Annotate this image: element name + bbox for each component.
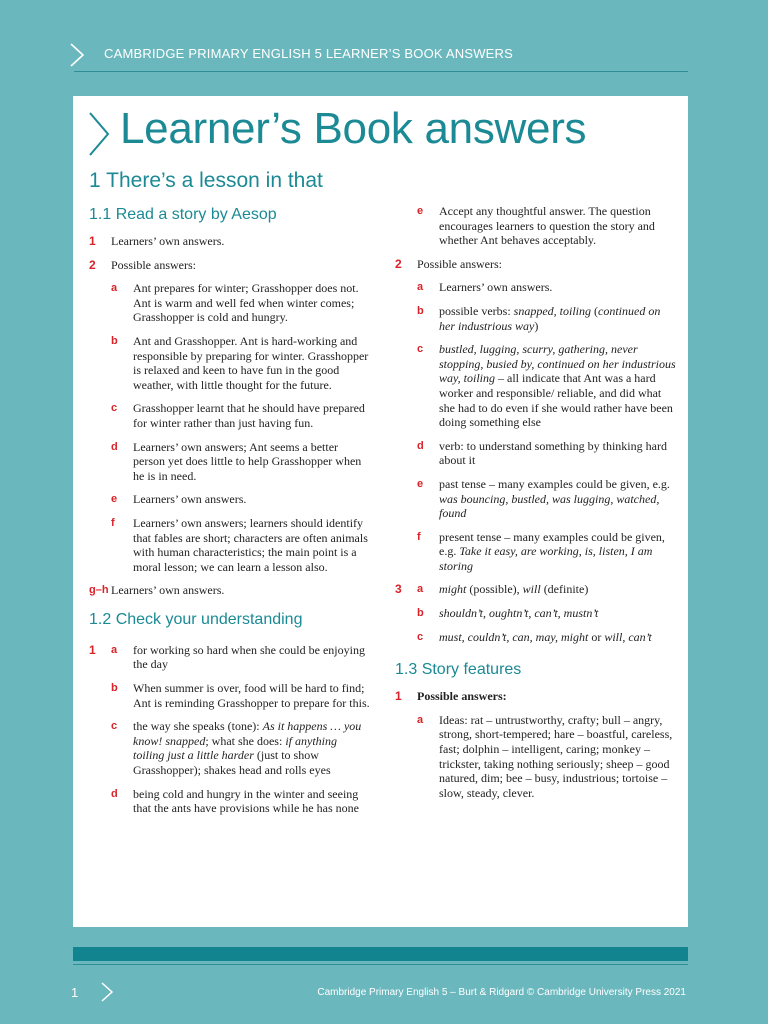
answer-text: Accept any thoughtful answer. The question encourages learners to question the story and whether Ant behaves acceptably.: [439, 204, 655, 248]
answer-letter: b: [417, 607, 424, 620]
answer-text: shouldn’t, oughtn’t, can’t, mustn’t: [439, 606, 599, 621]
text-run: – all indicate that Ant was a hard worker and responsible/ reliable, and did what she had to do even if she would rather have been doing something else: [439, 371, 673, 430]
answer-text: Learners’ own answers.: [133, 492, 247, 507]
quoted-text: if anything toiling just a little harder: [133, 733, 337, 763]
answer-letter: c: [111, 720, 118, 733]
text-run: ): [534, 318, 539, 333]
text-run: ; what she does:: [205, 733, 286, 748]
answer-text: [439, 342, 677, 430]
section-spacer: [395, 653, 677, 689]
right-column: [395, 204, 677, 809]
answer-text: Possible answers:: [417, 256, 502, 271]
question-row: [395, 689, 677, 704]
answer-item: [111, 681, 371, 710]
header-title: CAMBRIDGE PRIMARY ENGLISH 5 LEARNER’S BOOK ANSWERS: [104, 46, 514, 61]
answer-item: [111, 516, 371, 574]
quoted-text: snapped, toiling: [513, 303, 592, 318]
answer-letter: c: [111, 402, 118, 415]
question-row: [395, 582, 677, 597]
quoted-text: was bouncing, bustled, was lugging, watched, found: [439, 491, 660, 521]
quoted-text: bustled, lugging, scurry, gathering, never stopping, busied by, continued on her industrious way, toiling: [439, 342, 676, 386]
answer-item: [417, 606, 677, 621]
answer-letter: a: [111, 643, 118, 656]
answer-letter: d: [417, 439, 424, 452]
text-run: (definite): [540, 582, 589, 597]
answer-letter: e: [417, 477, 424, 490]
answer-letter: a: [111, 282, 118, 295]
answer-item: [417, 342, 677, 430]
answer-item: [111, 719, 371, 777]
answer-item: [111, 401, 371, 430]
answer-letter: b: [111, 682, 118, 695]
answer-text: Learners’ own answers.: [439, 280, 553, 295]
answer-item: [417, 280, 677, 295]
footer-bar: [73, 947, 688, 961]
question-row: [89, 258, 371, 273]
question-number: 2: [89, 257, 96, 272]
answer-letter: b: [417, 304, 424, 317]
answer-item: [417, 477, 677, 521]
footer-credit: Cambridge Primary English 5 – Burt & Ridgard © Cambridge University Press 2021: [317, 987, 686, 998]
question-row: [395, 257, 677, 272]
answer-text: Possible answers:: [417, 689, 507, 704]
chevron-right-icon: [100, 981, 114, 1003]
answer-letter: g–h: [89, 584, 109, 597]
text-run: (: [591, 303, 599, 318]
answer-letter: d: [111, 787, 118, 800]
answer-text: Ant prepares for winter; Grasshopper does not. Ant is warm and well fed when winter comes; Grasshopper is cold and hungry.: [133, 281, 359, 325]
answer-letter: d: [111, 440, 118, 453]
answer-letter: a: [417, 713, 424, 726]
answer-text: Learners’ own answers.: [111, 583, 225, 598]
answer-text: Ant and Grasshopper. Ant is hard-working and responsible by preparing for winter. Grasshopper is relaxed and keen to have fun in the good weather, with little thought for the future.: [133, 333, 369, 392]
question-row: [89, 643, 371, 672]
answer-text: for working so hard when she could be enjoying the day: [133, 642, 365, 672]
answer-letter: c: [417, 343, 424, 356]
answer-text: When summer is over, food will be hard to find; Ant is reminding Grasshopper to prepare for this.: [133, 681, 370, 710]
answer-text: [439, 477, 677, 521]
footer-divider: [73, 964, 688, 965]
content-card: [73, 96, 688, 927]
answer-item: [111, 492, 371, 507]
answer-item: [417, 204, 677, 248]
answer-text: Learners’ own answers; Ant seems a better person yet does little to help Grasshopper when he is in need.: [133, 439, 362, 483]
text-run: or: [588, 629, 605, 644]
answer-letter: b: [111, 334, 118, 347]
text-run: possible verbs:: [439, 303, 514, 318]
quoted-text: must, couldn’t, can, may, might: [439, 629, 589, 644]
answer-item: [417, 530, 677, 574]
answer-text: [439, 530, 677, 574]
answer-text: Possible answers:: [111, 257, 196, 272]
quoted-text: will, can’t: [604, 629, 652, 644]
chevron-right-icon: [86, 110, 112, 158]
answer-item: [111, 334, 371, 392]
answer-item: [417, 713, 677, 801]
quoted-text: continued on her industrious way: [439, 303, 661, 333]
text-run: (just to show Grasshopper); shakes head and rolls eyes: [133, 748, 331, 778]
section-title: 1.1 Read a story by Aesop: [89, 206, 277, 223]
answer-text: Grasshopper learnt that he should have prepared for winter rather than just having fun.: [133, 401, 365, 430]
answer-text: [439, 630, 677, 645]
answer-letter: f: [417, 530, 421, 543]
question-row: [89, 234, 371, 249]
answer-text: Ideas: rat – untrustworthy, crafty; bull – angry, strong, short-tempered; hare – boastful, careless, fast; dolphin – intelligent, caring; monkey – trickster, taking nothing seriously; sheep – good natured, dim; bee – busy, industrious; tortoise – slow, steady, clever.: [439, 712, 673, 800]
unit-title: 1 There’s a lesson in that: [89, 169, 323, 192]
section-title: 1.3 Story features: [395, 661, 522, 679]
answer-letter: e: [111, 493, 118, 506]
answer-item: [417, 630, 677, 645]
section-title: 1.2 Check your understanding: [89, 610, 303, 628]
page-title: Learner’s Book answers: [120, 104, 587, 153]
answer-letter: f: [111, 516, 115, 529]
answer-text: being cold and hungry in the winter and seeing that the ants have provisions while he has none: [133, 786, 359, 816]
text-run: the way she speaks (tone):: [133, 719, 263, 734]
quoted-text: might: [439, 582, 467, 597]
header-divider: [74, 71, 688, 72]
answer-item: [89, 583, 371, 598]
answer-text: Learners’ own answers; learners should identify that fables are short; characters are often animals with human characteristics; the main point is a moral lesson; we can learn a lesson also.: [133, 515, 368, 574]
answer-item: [111, 281, 371, 325]
answer-item: [417, 439, 677, 468]
answer-letter: e: [417, 205, 424, 217]
section-spacer: [89, 607, 371, 643]
answer-letter: a: [417, 583, 424, 596]
answer-item: [111, 787, 371, 816]
answer-item: [417, 304, 677, 333]
answer-letter: a: [417, 281, 424, 294]
answer-text: [133, 719, 371, 777]
chevron-right-icon: [68, 42, 86, 68]
answer-text: [439, 304, 677, 333]
left-column: [89, 234, 371, 825]
text-run: present tense – many examples could be given, e.g.: [439, 529, 665, 559]
question-number: 3: [395, 582, 402, 597]
quoted-text: Take it easy, are working, is, listen, I am storing: [439, 544, 653, 573]
text-run: past tense – many examples could be given, e.g.: [439, 476, 670, 491]
quoted-text: As it happens … you know! snapped: [133, 719, 362, 748]
question-number: 1: [395, 689, 402, 704]
page-number: 1: [71, 985, 79, 1000]
answer-text: [439, 582, 677, 597]
question-number: 1: [89, 642, 96, 657]
text-run: (possible),: [466, 582, 523, 597]
quoted-text: will: [522, 582, 541, 597]
answer-item: [111, 440, 371, 484]
answer-text: verb: to understand something by thinking hard about it: [439, 438, 667, 468]
answer-text: Learners’ own answers.: [111, 234, 225, 248]
answer-letter: c: [417, 630, 424, 643]
question-number: 2: [395, 256, 402, 271]
question-number: 1: [89, 234, 96, 248]
